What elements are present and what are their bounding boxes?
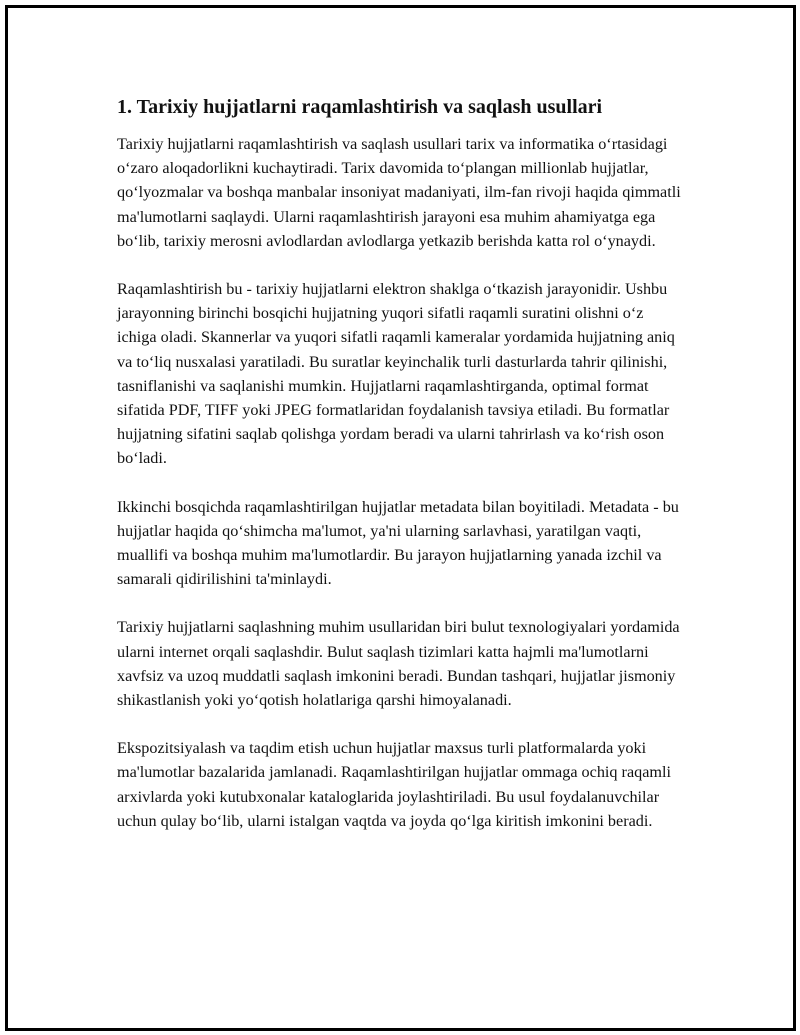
paragraph-exposition: Ekspozitsiyalash va taqdim etish uchun hujjatlar maxsus turli platformalarda yoki ma'lumotlar bazalarida jamlanadi. Raqamlashtirilgan hujjatlar ommaga ochiq raqamli arxivlarda yoki kutubxonalar kataloglarida joylashtiriladi. Bu usul foydalanuvchilar uchun qulay bo‘lib, ularni istalgan vaqtda va joyda qo‘lga kiritish imkonini beradi. <box>117 739 671 830</box>
section-heading: 1. Tarixiy hujjatlarni raqamlashtirish va saqlash usullari <box>117 96 603 118</box>
paragraph-digitization: Raqamlashtirish bu - tarixiy hujjatlarni elektron shaklga o‘tkazish jarayonidir. Ushbu jarayonning birinchi bosqichi hujjatning yuqori sifatli raqamli suratini olishni o‘z ichiga oladi. Skannerlar va yuqori sifatli raqamli kameralar yordamida hujjatning aniq va to‘liq nusxalasi yaratiladi. Bu suratlar keyinchalik turli dasturlarda tahrir qilinishi, tasniflanishi va saqlanishi mumkin. Hujjatlarni raqamlashtirganda, optimal format sifatida PDF, TIFF yoki JPEG formatlaridan foydalanish tavsiya etiladi. Bu formatlar hujjatning sifatini saqlab qolishga yordam beradi va ularni tahrirlash va ko‘rish oson bo‘ladi. <box>117 280 675 468</box>
paragraph-cloud-storage: Tarixiy hujjatlarni saqlashning muhim usullaridan biri bulut texnologiyalari yordamida ularni internet orqali saqlashdir. Bulut saqlash tizimlari katta hajmli ma'lumotlarni xavfsiz va uzoq muddatli saqlash imkonini beradi. Bundan tashqari, hujjatlar jismoniy shikastlanish yoki yo‘qotish holatlariga qarshi himoyalanadi. <box>117 618 680 710</box>
document-body <box>117 92 687 857</box>
paragraph-metadata: Ikkinchi bosqichda raqamlashtirilgan hujjatlar metadata bilan boyitiladi. Metadata - bu hujjatlar haqida qo‘shimcha ma'lumot, ya'ni ularning sarlavhasi, yaratilgan vaqti, muallifi va boshqa muhim ma'lumotlardir. Bu jarayon hujjatlarning yanada izchil va samarali qidirilishini ta'minlaydi. <box>117 497 679 589</box>
paragraph-intro: Tarixiy hujjatlarni raqamlashtirish va saqlash usullari tarix va informatika o‘rtasidagi o‘zaro aloqadorlikni kuchaytiradi. Tarix davomida to‘plangan millionlab hujjatlar, qo‘lyozmalar va boshqa manbalar insoniyat madaniyati, ilm-fan rivoji haqida qimmatli ma'lumotlarni saqlaydi. Ularni raqamlashtirish jarayoni esa muhim ahamiyatga ega bo‘lib, tarixiy merosni avlodlardan avlodlarga yetkazib berishda katta rol o‘ynaydi. <box>117 135 681 250</box>
